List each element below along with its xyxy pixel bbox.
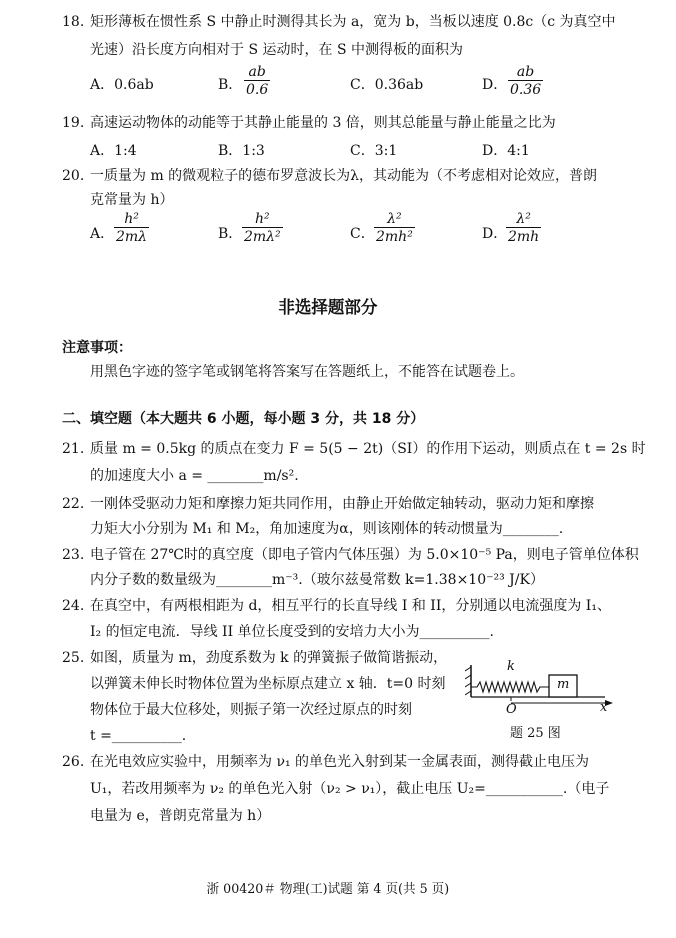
- q18-option-a: A．0.6ab: [90, 77, 154, 93]
- q18-option-b-label: B．: [218, 77, 243, 93]
- notice-heading: 注意事项：: [62, 340, 132, 356]
- q24-stem-line2: I₂ 的恒定电流．导线 II 单位长度受到的安培力大小为__________.: [90, 624, 495, 640]
- q22-stem-line2: 力矩大小分别为 M₁ 和 M₂，角加速度为α，则该刚体的转动惯量为________.: [90, 521, 564, 537]
- q18-option-c: C．0.36ab: [350, 77, 424, 93]
- q18-stem-line1: 矩形薄板在惯性系 S 中静止时测得其长为 a，宽为 b，当板以速度 0.8c（c 为真空中: [90, 14, 616, 30]
- q20-stem-line1: 一质量为 m 的微观粒子的德布罗意波长为λ，其动能为（不考虑相对论效应，普朗: [90, 168, 598, 184]
- q26-stem-line2: U₁，若改用频率为 ν₂ 的单色光入射（ν₂ > ν₁），截止电压 U₂=___________.（电子: [90, 781, 610, 797]
- q24-stem-line1: 在真空中，有两根相距为 d，相互平行的长直导线 I 和 II，分别通以电流强度为 I₁、: [90, 598, 611, 614]
- q18-option-d-denominator: 0.36: [510, 82, 542, 98]
- q20-option-d-fraction: [506, 211, 541, 246]
- q19-number: 19.: [62, 115, 85, 131]
- figure-label-k: k: [507, 659, 515, 674]
- q20-option-d-label: D．: [482, 226, 508, 242]
- q20-option-a-numerator: h²: [124, 211, 139, 227]
- q18-number: 18.: [62, 14, 85, 30]
- section-title: 非选择题部分: [278, 298, 378, 318]
- q23-stem-line1: 电子管在 27℃时的真空度（即电子管内气体压强）为 5.0×10⁻⁵ Pa，则电子管单位体积: [90, 547, 639, 563]
- page-footer: 浙 00420＃ 物理(工)试题 第 4 页(共 5 页): [206, 882, 450, 897]
- q25-stem-line4: t =__________.: [90, 728, 187, 744]
- q26-stem-line3: 电量为 e，普朗克常量为 h）: [90, 808, 271, 824]
- q20-option-d-denominator: 2mh: [508, 229, 540, 245]
- q23-stem-line2: 内分子数的数量级为________m⁻³.（玻尔兹曼常数 k=1.38×10⁻²³ J/K）: [90, 572, 544, 588]
- q21-stem-line2: 的加速度大小 a = ________m/s².: [90, 468, 299, 484]
- q20-option-c-label: C．: [350, 226, 375, 242]
- q20-option-d-numerator: λ²: [516, 211, 531, 227]
- q18-option-b-fraction: [244, 64, 270, 99]
- q20-option-b-numerator: h²: [255, 211, 270, 227]
- q20-option-c-numerator: λ²: [387, 211, 402, 227]
- q19-option-c: C．3:1: [350, 143, 398, 159]
- figure-label-m: m: [557, 677, 570, 692]
- wall-hatching: [465, 667, 471, 695]
- q25-number: 25.: [62, 650, 85, 666]
- q24-number: 24.: [62, 598, 85, 614]
- q26-stem-line1: 在光电效应实验中，用频率为 ν₁ 的单色光入射到某一金属表面，测得截止电压为: [90, 754, 590, 770]
- q18-stem-line2: 光速）沿长度方向相对于 S 运动时，在 S 中测得板的面积为: [90, 42, 463, 58]
- spring-coil: [471, 682, 549, 692]
- q20-option-b-label: B．: [218, 226, 243, 242]
- q20-option-a-fraction: [114, 211, 149, 246]
- q20-stem-line2: 克常量为 h）: [90, 192, 174, 208]
- q20-option-a-denominator: 2mλ: [116, 229, 148, 245]
- q20-option-b-denominator: 2mλ²: [244, 229, 281, 245]
- figure-label-x: x: [600, 700, 608, 715]
- figure-caption: 题 25 图: [510, 726, 561, 741]
- q21-stem-line1: 质量 m = 0.5kg 的质点在变力 F = 5(5 − 2t)（SI）的作用下运动，则质点在 t = 2s 时: [90, 441, 646, 457]
- q25-stem-line1: 如图，质量为 m，劲度系数为 k 的弹簧振子做简谐振动，: [90, 650, 448, 666]
- notice-text: 用黑色字迹的签字笔或钢笔将答案写在答题纸上，不能答在试题卷上。: [90, 364, 524, 380]
- part2-heading: 二、填空题（本大题共 6 小题，每小题 3 分，共 18 分）: [62, 411, 425, 427]
- figure-label-origin: O: [506, 702, 517, 717]
- q18-option-b-denominator: 0.6: [246, 82, 269, 98]
- q18-option-d-numerator: ab: [516, 64, 535, 80]
- q18-option-d-fraction: [508, 64, 543, 99]
- q22-number: 22.: [62, 496, 85, 512]
- q20-option-a-label: A．: [90, 226, 115, 242]
- q22-stem-line1: 一刚体受驱动力矩和摩擦力矩共同作用，由静止开始做定轴转动，驱动力矩和摩擦: [90, 496, 594, 512]
- q20-number: 20.: [62, 168, 85, 184]
- q19-option-b: B．1:3: [218, 143, 265, 159]
- q19-option-d: D．4:1: [482, 143, 530, 159]
- q21-number: 21.: [62, 441, 85, 457]
- q20-option-c-denominator: 2mh²: [376, 229, 413, 245]
- q18-option-d-label: D．: [482, 77, 508, 93]
- q19-option-a: A．1:4: [90, 143, 137, 159]
- q20-option-b-fraction: [242, 211, 283, 246]
- q19-stem-line1: 高速运动物体的动能等于其静止能量的 3 倍，则其总能量与静止能量之比为: [90, 115, 556, 131]
- q25-stem-line3: 物体位于最大位移处，则振子第一次经过原点的时刻: [90, 702, 412, 718]
- q23-number: 23.: [62, 547, 85, 563]
- q18-option-b-numerator: ab: [248, 64, 266, 80]
- q20-option-c-fraction: [374, 211, 415, 246]
- q25-stem-line2: 以弹簧未伸长时物体位置为坐标原点建立 x 轴．t=0 时刻: [90, 676, 446, 692]
- q26-number: 26.: [62, 754, 85, 770]
- spring-oscillator-figure: [465, 655, 615, 727]
